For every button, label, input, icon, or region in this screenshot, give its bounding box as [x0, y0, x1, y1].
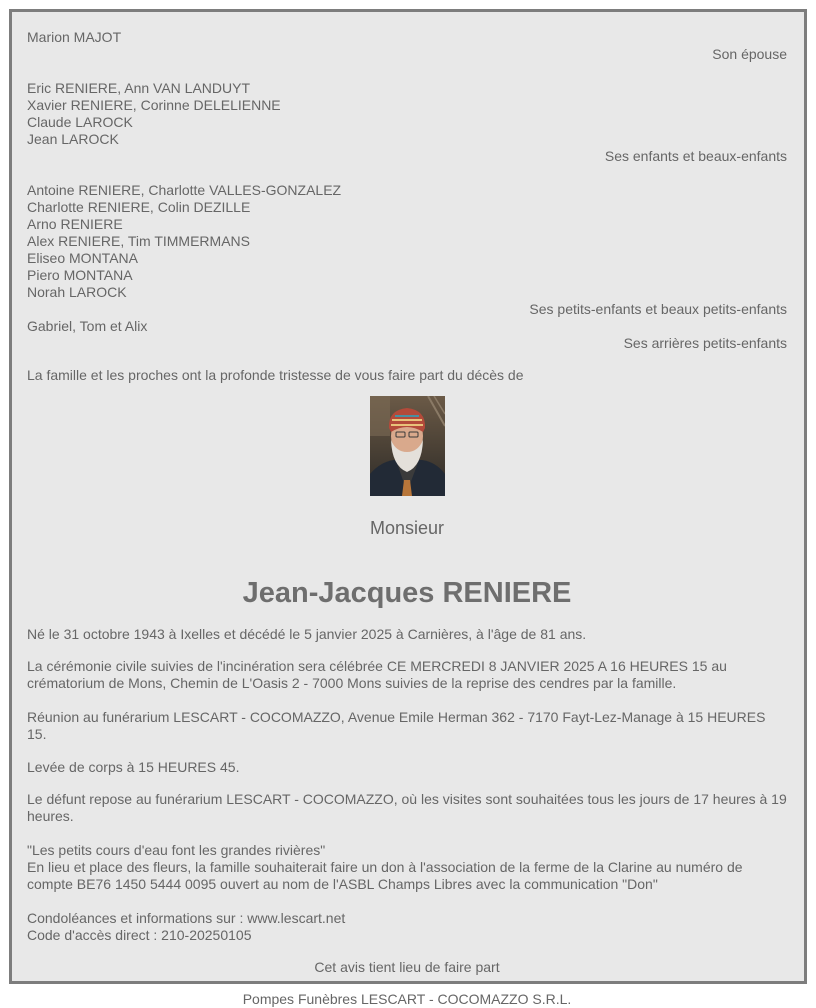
grandchild-name: Charlotte RENIERE, Colin DEZILLE [27, 199, 251, 215]
deceased-name: Jean-Jacques RENIERE [242, 577, 572, 609]
grandchild-name: Alex RENIERE, Tim TIMMERMANS [27, 233, 250, 249]
portrait-photo [370, 396, 445, 496]
great-grandchild-names: Gabriel, Tom et Alix [27, 318, 148, 334]
child-name: Jean LAROCK [27, 131, 119, 147]
intro-text: La famille et les proches ont la profonde tristesse de vous faire part du décès de [27, 367, 524, 383]
quote-text: "Les petits cours d'eau font les grandes rivières" [27, 842, 326, 858]
visits-text: Le défunt repose au funérarium LESCART - COCOMAZZO, où les visites sont souhaitées tous les jours de 17 heures à 19 heures. [27, 791, 787, 824]
obituary-content [27, 29, 787, 1008]
great-grandchildren-relation: Ses arrières petits-enfants [623, 335, 787, 351]
ceremony-text: La cérémonie civile suivies de l'incinération sera célébrée CE MERCREDI 8 JANVIER 2025 A 16 HEURES 15 au crématorium de Mons, Chemin de L'Oasis 2 - 7000 Mons suivies de la reprise des cendres par la famille. [27, 658, 727, 691]
condolences-text: Condoléances et informations sur : www.lescart.net [27, 910, 346, 926]
civility-title: Monsieur [369, 518, 445, 538]
birth-death-text: Né le 31 octobre 1943 à Ixelles et décédé le 5 janvier 2025 à Carnières, à l'âge de 81 ans. [27, 626, 587, 642]
spouse-relation: Son épouse [712, 46, 787, 62]
grandchild-name: Eliseo MONTANA [27, 250, 138, 266]
grandchild-name: Antoine RENIERE, Charlotte VALLES-GONZALEZ [27, 182, 342, 198]
grandchild-name: Piero MONTANA [27, 267, 133, 283]
grandchild-name: Arno RENIERE [27, 216, 123, 232]
spouse-name: Marion MAJOT [27, 29, 122, 45]
portrait-photo-wrap [27, 396, 787, 496]
levee-text: Levée de corps à 15 HEURES 45. [27, 759, 240, 775]
reunion-text: Réunion au funérarium LESCART - COCOMAZZO, Avenue Emile Herman 362 - 7170 Fayt-Lez-Manage à 15 HEURES 15. [27, 709, 766, 742]
grandchild-name: Norah LAROCK [27, 284, 127, 300]
obituary-card [9, 9, 807, 1007]
child-name: Xavier RENIERE, Corinne DELELIENNE [27, 97, 281, 113]
children-relation: Ses enfants et beaux-enfants [604, 148, 787, 164]
funeral-home-name: Pompes Funèbres LESCART - COCOMAZZO S.R.L. [242, 991, 572, 1007]
child-name: Claude LAROCK [27, 114, 133, 130]
access-code-text: Code d'accès direct : 210-20250105 [27, 927, 252, 943]
child-name: Eric RENIERE, Ann VAN LANDUYT [27, 80, 251, 96]
donation-text: En lieu et place des fleurs, la famille souhaiterait faire un don à l'association de la ferme de la Clarine au numéro de compte BE76 1450 5444 0095 ouvert au nom de l'ASBL Champs Libres avec la communication "Don" [27, 859, 743, 892]
notice-text: Cet avis tient lieu de faire part [314, 959, 500, 975]
grandchildren-relation: Ses petits-enfants et beaux petits-enfants [529, 301, 787, 317]
